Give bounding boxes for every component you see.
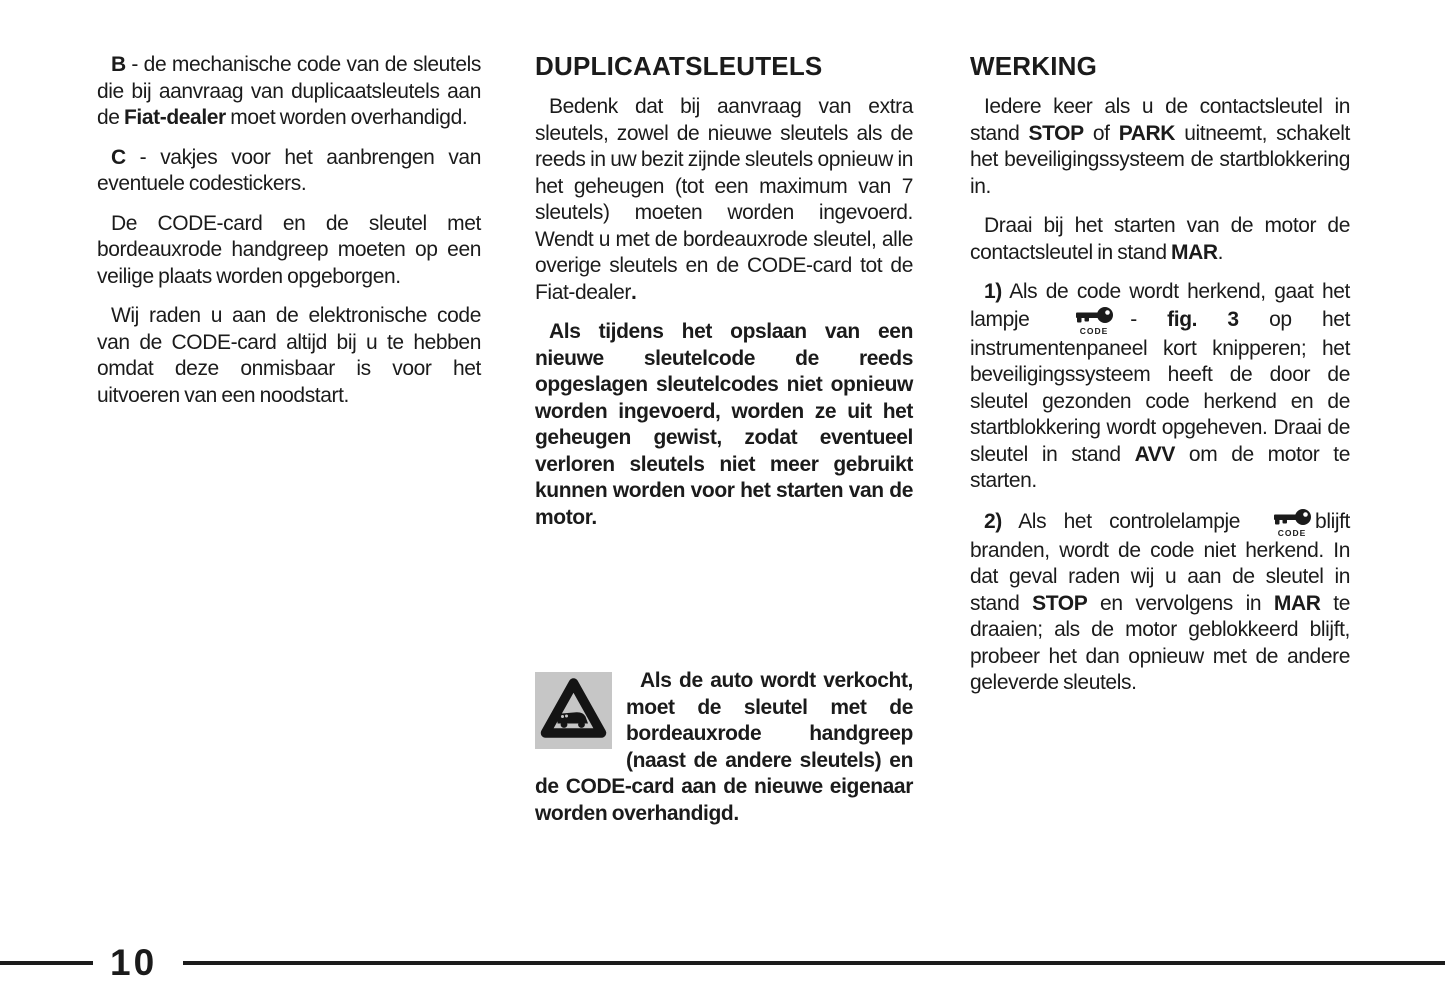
code-key-icon xyxy=(1060,306,1109,336)
middle-column xyxy=(535,51,913,825)
text-segment: te draaien; als de motor geblokkeerd blijft, probeer het dan opnieuw met de andere geleverde sleutels. xyxy=(970,591,1350,694)
paragraph-key-mechanical-code xyxy=(97,52,481,132)
text-segment: . xyxy=(630,280,637,304)
text-segment: - vakjes voor het aanbrengen van eventuele codestickers. xyxy=(97,145,481,195)
text-segment: moet worden overhandigd. xyxy=(225,106,468,129)
text-segment: of xyxy=(1083,121,1119,145)
text-segment: MAR xyxy=(1273,591,1321,615)
paragraph-emergency-start xyxy=(97,303,481,409)
text-segment: MAR xyxy=(1171,240,1218,264)
paragraph-code-not-recognized xyxy=(970,508,1350,697)
warning-triangle-van-icon xyxy=(535,672,612,749)
text-segment: en vervolgens in xyxy=(1087,591,1274,615)
paragraph-start-mar xyxy=(970,213,1350,266)
text-segment: Draai bij het starten van de motor de contactsleutel in stand xyxy=(970,214,1350,264)
text-segment: blijft branden, wordt de code niet herkend. In dat geval raden wij u aan de sleutel in stand xyxy=(970,509,1350,615)
text-segment: Als tijdens het opslaan van een nieuwe sleutelcode de reeds opgeslagen sleutelcodes niet opnieuw worden ingevoerd, worden ze uit het geheugen gewist, zodat eventueel verloren sleutels niet meer gebruikt kunnen worden voor het starten van de motor. xyxy=(535,320,913,529)
text-segment: Fiat-dealer xyxy=(124,106,226,129)
svg-text:CODE: CODE xyxy=(1277,527,1306,538)
text-segment: 1) xyxy=(984,280,1002,303)
text-segment: op het instrumentenpaneel kort knipperen; het beveiligingssysteem heeft de door de sleutel gezonden code herkend en de startblokkering wordt opgeheven. Draai de sleutel in stand xyxy=(970,307,1351,466)
text-segment: B xyxy=(111,53,126,76)
text-segment: Als het controlelampje xyxy=(1001,509,1258,533)
text-segment: De CODE-card en de sleutel met bordeauxrode handgreep moeten op een veilige plaats worden opgeborgen. xyxy=(97,211,481,288)
paragraph-key-codes-erased xyxy=(535,319,913,531)
left-column xyxy=(97,52,481,422)
code-key-icon xyxy=(1258,508,1306,538)
paragraph-code-recognized xyxy=(970,279,1350,495)
text-segment: STOP xyxy=(1028,121,1084,145)
warning-block xyxy=(535,668,913,827)
text-segment: C xyxy=(111,145,126,169)
paragraph-extra-keys xyxy=(535,94,913,306)
text-segment: STOP xyxy=(1032,591,1088,615)
paragraph-code-stickers xyxy=(97,145,481,198)
svg-text:CODE: CODE xyxy=(1079,325,1109,336)
text-segment: fig. 3 xyxy=(1167,307,1239,331)
text-segment: Als de auto wordt verkocht, moet de sleutel met de bordeauxrode handgreep (naast de andere sleutels) en de CODE-card aan de nieuwe eigenaar worden overhandigd. xyxy=(535,669,913,825)
text-segment: Wij raden u aan de elektronische code van de CODE-card altijd bij u te hebben omdat deze onmisbaar is voor het uitvoeren van een noodstart. xyxy=(97,304,481,407)
text-segment: Iedere keer als u de contactsleutel in stand xyxy=(970,95,1350,145)
paragraph-code-card-storage xyxy=(97,211,481,291)
paragraph-immobilizer-on xyxy=(970,94,1350,200)
text-segment: 2) xyxy=(984,509,1002,533)
text-segment: uitneemt, schakelt het beveiligingssysteem de startblokkering in. xyxy=(970,121,1350,198)
text-segment: . xyxy=(1217,240,1224,264)
text-segment: om de motor te starten. xyxy=(970,442,1350,492)
page-number: 10 xyxy=(110,942,158,983)
text-segment: PARK xyxy=(1118,121,1176,145)
footer-rule-left xyxy=(0,961,93,965)
text-segment: Als de code wordt herkend, gaat het lampje xyxy=(970,280,1350,331)
text-segment: AVV xyxy=(1134,442,1175,466)
section-heading-werking: WERKING xyxy=(970,51,1098,81)
section-heading-duplicaatsleutels: DUPLICAATSLEUTELS xyxy=(535,51,823,81)
text-segment: - xyxy=(1099,307,1168,331)
right-column xyxy=(970,52,1350,710)
text-segment: - de mechanische code van de sleutels die bij aanvraag van duplicaatsleutels aan de xyxy=(97,53,481,129)
text-segment: Bedenk dat bij aanvraag van extra sleutels, zowel de nieuwe sleutels als de reeds in uw bezit zijnde sleutels opnieuw in het geheugen (tot een maximum van 7 sleutels) moeten worden ingevoerd. Wendt u met de bordeauxrode sleutel, alle overige sleutels en de CODE-card tot de Fiat-dealer xyxy=(535,95,913,304)
footer-rule-right xyxy=(183,961,1445,965)
